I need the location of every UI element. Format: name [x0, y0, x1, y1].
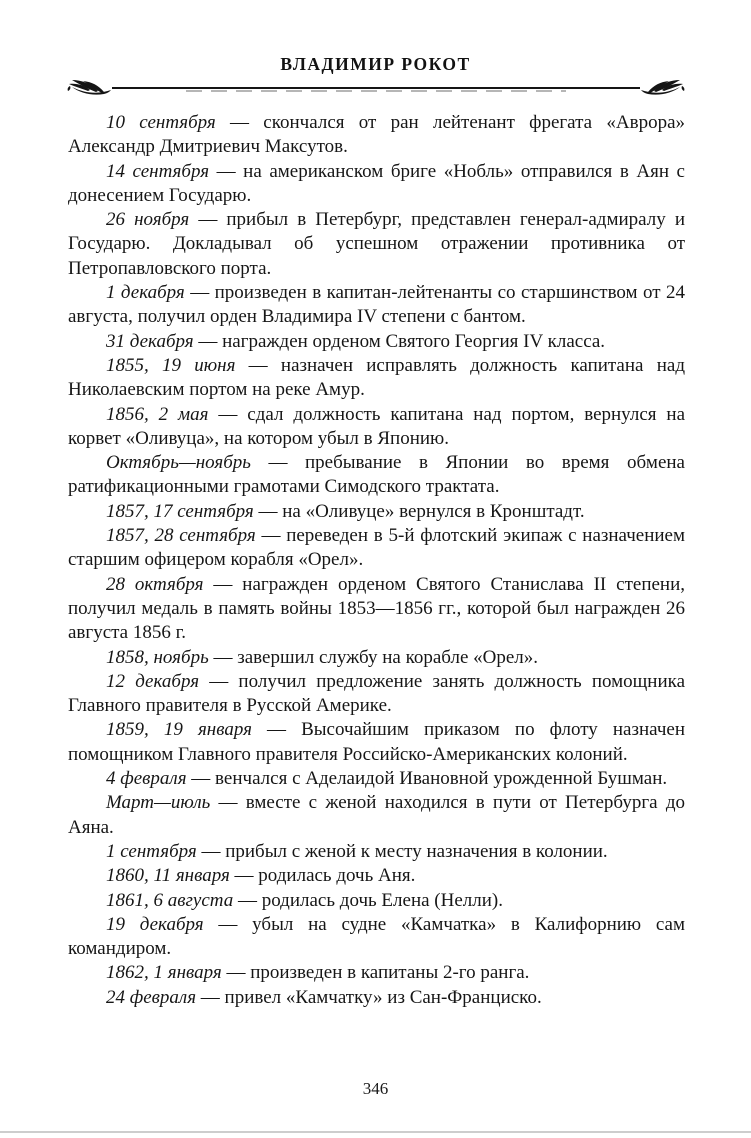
- entry-date: 1862, 1 января: [106, 962, 222, 984]
- entry-text: — на «Оливуце» вернулся в Кронштадт.: [253, 500, 585, 522]
- entry-date: 1860, 11 января: [106, 865, 230, 887]
- entry-date: 28 октября: [106, 573, 204, 595]
- chronology-entry: [68, 208, 685, 281]
- entry-text: — на американском бриге «Нобль» отправился в Аян с донесением Государю.: [68, 160, 685, 206]
- entry-date: 1 декабря: [106, 282, 185, 304]
- chronology-entry: [68, 330, 685, 354]
- chronology-entry: [68, 500, 685, 524]
- chronology-text: [68, 111, 685, 1010]
- chronology-entry: [68, 840, 685, 864]
- entry-text: — переведен в 5-й флотский экипаж с назначением старшим офицером корабля «Орел».: [68, 525, 685, 571]
- entry-date: 12 декабря: [106, 670, 200, 692]
- entry-text: — награжден орденом Святого Георгия IV класса.: [193, 330, 606, 352]
- chronology-entry: [68, 111, 685, 160]
- entry-date: Октябрь—ноябрь: [106, 452, 251, 474]
- entry-text: — родилась дочь Аня.: [229, 865, 416, 887]
- chronology-entry: [68, 864, 685, 888]
- chronology-entry: [68, 354, 685, 403]
- chronology-entry: [68, 791, 685, 840]
- entry-text: — скончался от ран лейтенант фрегата «Аврора» Александр Дмитриевич Максутов.: [68, 112, 685, 158]
- chronology-entry: [68, 451, 685, 500]
- entry-date: 1861, 6 августа: [106, 889, 234, 911]
- entry-text: — привел «Камчатку» из Сан-Франциско.: [196, 986, 542, 1008]
- chronology-entry: [68, 913, 685, 962]
- entry-text: — сдал должность капитана над портом, вернулся на корвет «Оливуца», на котором убыл в Японию.: [68, 403, 686, 449]
- entry-date: 1858, ноябрь: [106, 646, 209, 668]
- chronology-entry: [68, 986, 685, 1010]
- page-number: 346: [362, 1079, 389, 1098]
- entry-date: 10 сентября: [106, 112, 216, 133]
- entry-text: — получил предложение занять должность помощника Главного правителя в Русской Америке.: [68, 670, 685, 717]
- entry-date: 1857, 17 сентября: [106, 500, 254, 522]
- entry-date: 4 февраля: [106, 768, 187, 790]
- chronology-entry: [68, 281, 685, 330]
- leaf-flourish-left-icon: [66, 78, 112, 100]
- entry-text: — завершил службу на корабле «Орел».: [208, 646, 539, 668]
- entry-text: — произведен в капитаны 2-го ранга.: [221, 962, 530, 984]
- entry-date: Март—июль: [106, 792, 211, 814]
- entry-text: — награжден орденом Святого Станислава II степени, получил медаль в память войны 1853—1856 гг., которой был награжден 26 августа 1856 г.: [68, 573, 686, 644]
- entry-text: — пребывание в Японии во время обмена ратификационными грамотами Симодского трактата.: [68, 452, 685, 498]
- header-rule: [66, 78, 686, 100]
- entry-date: 24 февраля: [106, 986, 197, 1008]
- entry-date: 1856, 2 мая: [106, 403, 209, 425]
- chronology-entry: [68, 670, 685, 719]
- chronology-entry: [68, 718, 685, 767]
- entry-date: 26 ноября: [106, 209, 190, 231]
- entry-text: — убыл на судне «Камчатка» в Калифорнию сам командиром.: [68, 913, 685, 960]
- entry-text: — Высочайшим приказом по флоту назначен помощником Главного правителя Российско-Американских колоний.: [68, 719, 685, 765]
- entry-date: 1 сентября: [106, 840, 197, 862]
- running-head: ВЛАДИМИР РОКОТ: [280, 54, 471, 74]
- chronology-entry: [68, 961, 685, 985]
- chronology-entry: [68, 524, 685, 573]
- entry-date: 31 декабря: [106, 330, 194, 352]
- chronology-entry: [68, 403, 685, 452]
- chronology-entry: [68, 646, 685, 670]
- entry-text: — венчался с Аделаидой Ивановной урожденной Бушман.: [186, 768, 668, 790]
- entry-text: — произведен в капитан-лейтенанты со старшинством от 24 августа, получил орден Владимира IV степени с бантом.: [68, 282, 685, 328]
- entry-text: — прибыл в Петербург, представлен генерал-адмиралу и Государю. Докладывал об успешном отражении противника от Петропавловского порта.: [68, 209, 685, 279]
- entry-text: — родилась дочь Елена (Нелли).: [233, 889, 503, 911]
- entry-date: 1855, 19 июня: [106, 354, 236, 376]
- chronology-entry: [68, 767, 685, 791]
- horizontal-rule: [112, 87, 640, 92]
- entry-text: — прибыл с женой к месту назначения в колонии.: [196, 840, 608, 862]
- entry-text: — назначен исправлять должность капитана над Николаевским портом на реке Амур.: [68, 354, 685, 401]
- entry-date: 14 сентября: [106, 160, 210, 182]
- leaf-flourish-right-icon: [640, 78, 686, 100]
- chronology-entry: [68, 889, 685, 913]
- entry-date: 19 декабря: [106, 913, 204, 935]
- scan-edge-line: [0, 1131, 751, 1133]
- entry-date: 1859, 19 января: [106, 719, 252, 741]
- entry-date: 1857, 28 сентября: [106, 525, 256, 547]
- entry-text: — вместе с женой находился в пути от Петербурга до Аяна.: [68, 792, 685, 838]
- chronology-entry: [68, 160, 685, 209]
- chronology-entry: [68, 573, 685, 646]
